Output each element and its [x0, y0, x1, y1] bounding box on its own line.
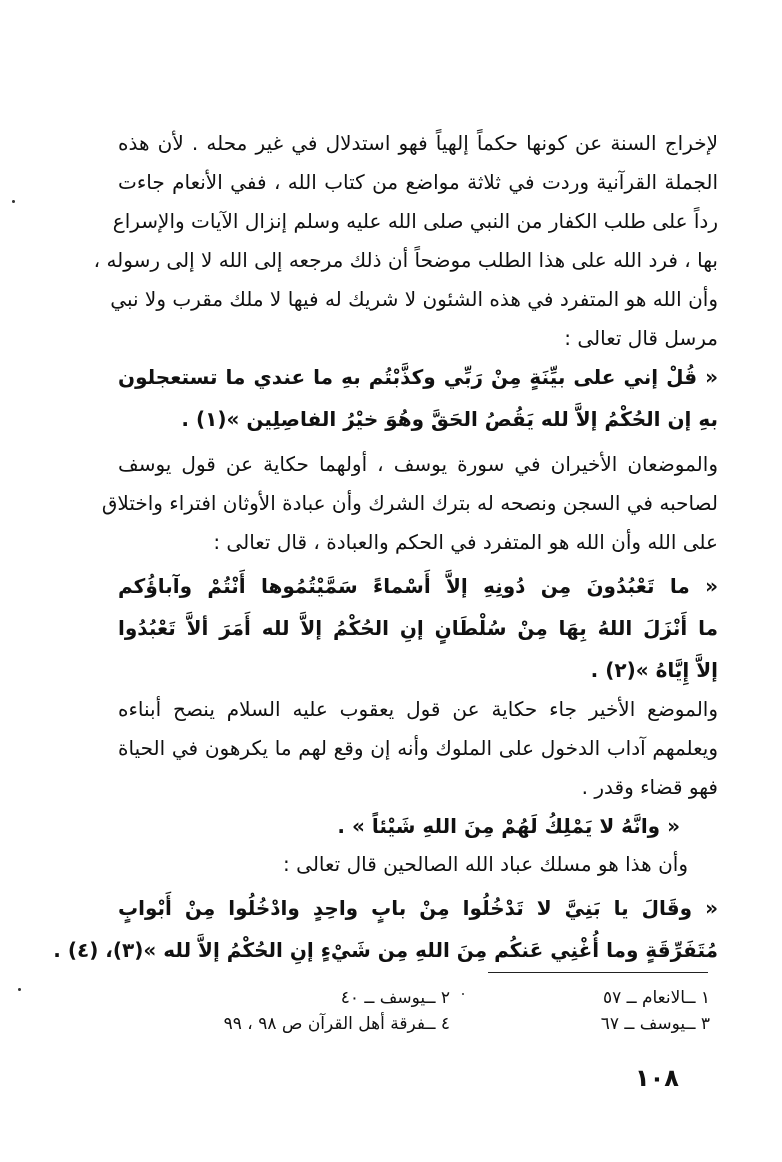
footnote-row — [230, 985, 710, 1011]
text-line: رداً على طلب الكفار من النبي صلى الله عليه وسلم إنزال الآيات والإسراع — [112, 209, 718, 233]
quote-line: بهِ إن الحُكْمُ إلاَّ لله يَقُصُ الحَقَّ وهُوَ خيْرُ الفاصِلِين »(١) . — [181, 407, 718, 431]
quote-line: « ما تَعْبُدُونَ مِن دُونِهِ إلاَّ أَسْماءً سَمَّيْتُمُوها أَنْتُمْ وآباؤُكم — [118, 574, 718, 598]
text-line: لإخراج السنة عن كونها حكماً إلهياً فهو استدلال في غير محله . لأن هذه — [118, 131, 718, 155]
footnote-2: ٢ ــيوسف ــ ٤٠ — [340, 988, 450, 1008]
quote-line: « قُلْ إني على بيِّنَةٍ مِنْ رَبِّي وكذَّبْتُم بهِ ما عندي ما تستعجلون — [118, 365, 718, 389]
text-line: بها ، فرد الله على هذا الطلب موضحاً أن ذلك مرجعه إلى الله لا إلى رسوله ، — [93, 248, 718, 272]
paragraph-2 — [101, 445, 718, 562]
quran-quote-3 — [150, 806, 680, 846]
paragraph-1 — [93, 124, 718, 358]
page-number: ١٠٨ — [635, 1064, 679, 1092]
footnote-4: ٤ ــفرقة أهل القرآن ص ٩٨ ، ٩٩ — [223, 1014, 450, 1034]
quran-quote-2 — [118, 565, 718, 691]
text-line: لصاحبه في السجن ونصحه له بترك الشرك وأن عبادة الأوثان افتراء واختلاق — [101, 491, 718, 515]
text-line: فهو قضاء وقدر . — [581, 775, 718, 799]
quran-quote-1 — [118, 356, 718, 440]
scan-speck — [462, 993, 464, 995]
text-line: الجملة القرآنية وردت في ثلاثة مواضع من كتاب الله ، ففي الأنعام جاءت — [118, 170, 718, 194]
paragraph-4 — [150, 846, 688, 882]
footnote-row — [223, 1011, 710, 1037]
text-line: والموضعان الأخيران في سورة يوسف ، أولهما حكاية عن قول يوسف — [118, 452, 718, 476]
footnote-divider — [488, 972, 708, 973]
text-line: مرسل قال تعالى : — [564, 326, 718, 350]
scan-speck — [12, 200, 15, 203]
footnote-1: ١ ــالانعام ــ ٥٧ — [602, 988, 710, 1008]
text-line: على الله وأن الله هو المتفرد في الحكم والعبادة ، قال تعالى : — [213, 530, 718, 554]
quran-quote-4 — [53, 887, 718, 971]
text-line: ويعلمهم آداب الدخول على الملوك وأنه إن وقع لهم ما يكرهون في الحياة — [118, 736, 718, 760]
quote-line: « وقَالَ يا بَنِيَّ لا تَدْخُلُوا مِنْ بابٍ واحِدٍ وادْخُلُوا مِنْ أَبْوابٍ — [118, 896, 718, 920]
text-line: والموضع الأخير جاء حكاية عن قول يعقوب عليه السلام ينصح أبناءه — [118, 697, 718, 721]
text-line: وأن الله هو المتفرد في هذه الشئون لا شريك له فيها لا ملك مقرب ولا نبي — [110, 287, 718, 311]
footnote-3: ٣ ــيوسف ــ ٦٧ — [600, 1014, 710, 1034]
quote-line: ما أَنْزَلَ اللهُ بِهَا مِنْ سُلْطَانٍ إنِ الحُكْمُ إلاَّ لله أَمَرَ ألاَّ تَعْبُدُوا — [118, 616, 718, 640]
footnotes — [223, 985, 710, 1037]
quote-line: « وانَّهُ لا يَمْلِكُ لَهُمْ مِنَ اللهِ شَيْئاً » . — [337, 814, 680, 838]
quote-line: إلاَّ إِيَّاهُ »(٢) . — [590, 658, 718, 682]
scan-speck — [18, 988, 21, 991]
text-line: وأن هذا هو مسلك عباد الله الصالحين قال تعالى : — [283, 852, 688, 876]
paragraph-3 — [118, 690, 718, 807]
quote-line: مُتَفَرِّقَةٍ وما أُغْنِي عَنكُم مِنَ اللهِ مِن شَيْءٍ إنِ الحُكْمُ إلاَّ لله »(٣)، (٤) . — [53, 938, 718, 962]
